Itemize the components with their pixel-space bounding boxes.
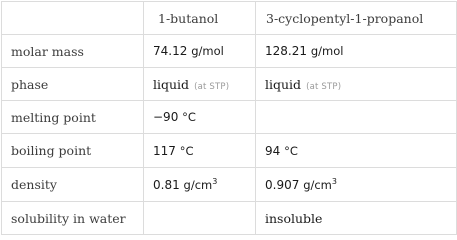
value-number: 94 bbox=[265, 143, 281, 158]
cell-solubility-3-cyclopentyl-1-propanol: insoluble bbox=[256, 202, 457, 235]
phase-value: liquid bbox=[153, 76, 190, 92]
cell-boiling-point-3-cyclopentyl-1-propanol bbox=[256, 134, 457, 168]
header-empty-cell bbox=[2, 2, 144, 35]
value-number: 0.81 bbox=[153, 177, 180, 192]
row-boiling-point bbox=[2, 134, 457, 168]
cell-density-3-cyclopentyl-1-propanol bbox=[256, 168, 457, 202]
properties-table bbox=[1, 1, 457, 235]
row-solubility-in-water bbox=[2, 202, 457, 235]
column-header-1-butanol: 1-butanol bbox=[144, 2, 256, 35]
value-unit: g/mol bbox=[310, 44, 344, 58]
cell-boiling-point-1-butanol bbox=[144, 134, 256, 168]
column-header-3-cyclopentyl-1-propanol: 3-cyclopentyl-1-propanol bbox=[256, 2, 457, 35]
row-label-boiling-point: boiling point bbox=[2, 134, 144, 168]
row-label-density: density bbox=[2, 168, 144, 202]
cell-solubility-1-butanol bbox=[144, 202, 256, 235]
cell-phase-1-butanol bbox=[144, 68, 256, 101]
cell-melting-point-1-butanol bbox=[144, 101, 256, 134]
value-number: 117 bbox=[153, 143, 176, 158]
unit-exponent: 3 bbox=[212, 176, 218, 186]
value-number: 74.12 bbox=[153, 44, 188, 58]
phase-value: liquid bbox=[265, 76, 302, 92]
cell-phase-3-cyclopentyl-1-propanol bbox=[256, 68, 457, 101]
value-unit: g/mol bbox=[191, 44, 224, 58]
unit-exponent: 3 bbox=[331, 176, 337, 186]
header-row bbox=[2, 2, 457, 35]
cell-melting-point-3-cyclopentyl-1-propanol bbox=[256, 101, 457, 134]
value-number: −90 bbox=[153, 110, 179, 124]
row-melting-point bbox=[2, 101, 457, 134]
value-unit: g/cm bbox=[303, 177, 332, 192]
value-unit: °C bbox=[284, 143, 298, 158]
row-phase bbox=[2, 68, 457, 101]
value-unit: °C bbox=[179, 143, 194, 158]
cell-density-1-butanol bbox=[144, 168, 256, 202]
value-number: 128.21 bbox=[265, 44, 307, 58]
row-label-melting-point: melting point bbox=[2, 101, 144, 134]
row-label-solubility-in-water: solubility in water bbox=[2, 202, 144, 235]
row-label-molar-mass: molar mass bbox=[2, 35, 144, 68]
row-density bbox=[2, 168, 457, 202]
phase-note: (at STP) bbox=[306, 81, 342, 92]
value-number: 0.907 bbox=[265, 177, 300, 192]
cell-molar-mass-1-butanol bbox=[144, 35, 256, 68]
cell-molar-mass-3-cyclopentyl-1-propanol bbox=[256, 35, 457, 68]
value-unit: °C bbox=[182, 110, 196, 124]
row-molar-mass bbox=[2, 35, 457, 68]
row-label-phase: phase bbox=[2, 68, 144, 101]
value-unit: g/cm bbox=[183, 177, 213, 192]
phase-note: (at STP) bbox=[194, 81, 230, 92]
